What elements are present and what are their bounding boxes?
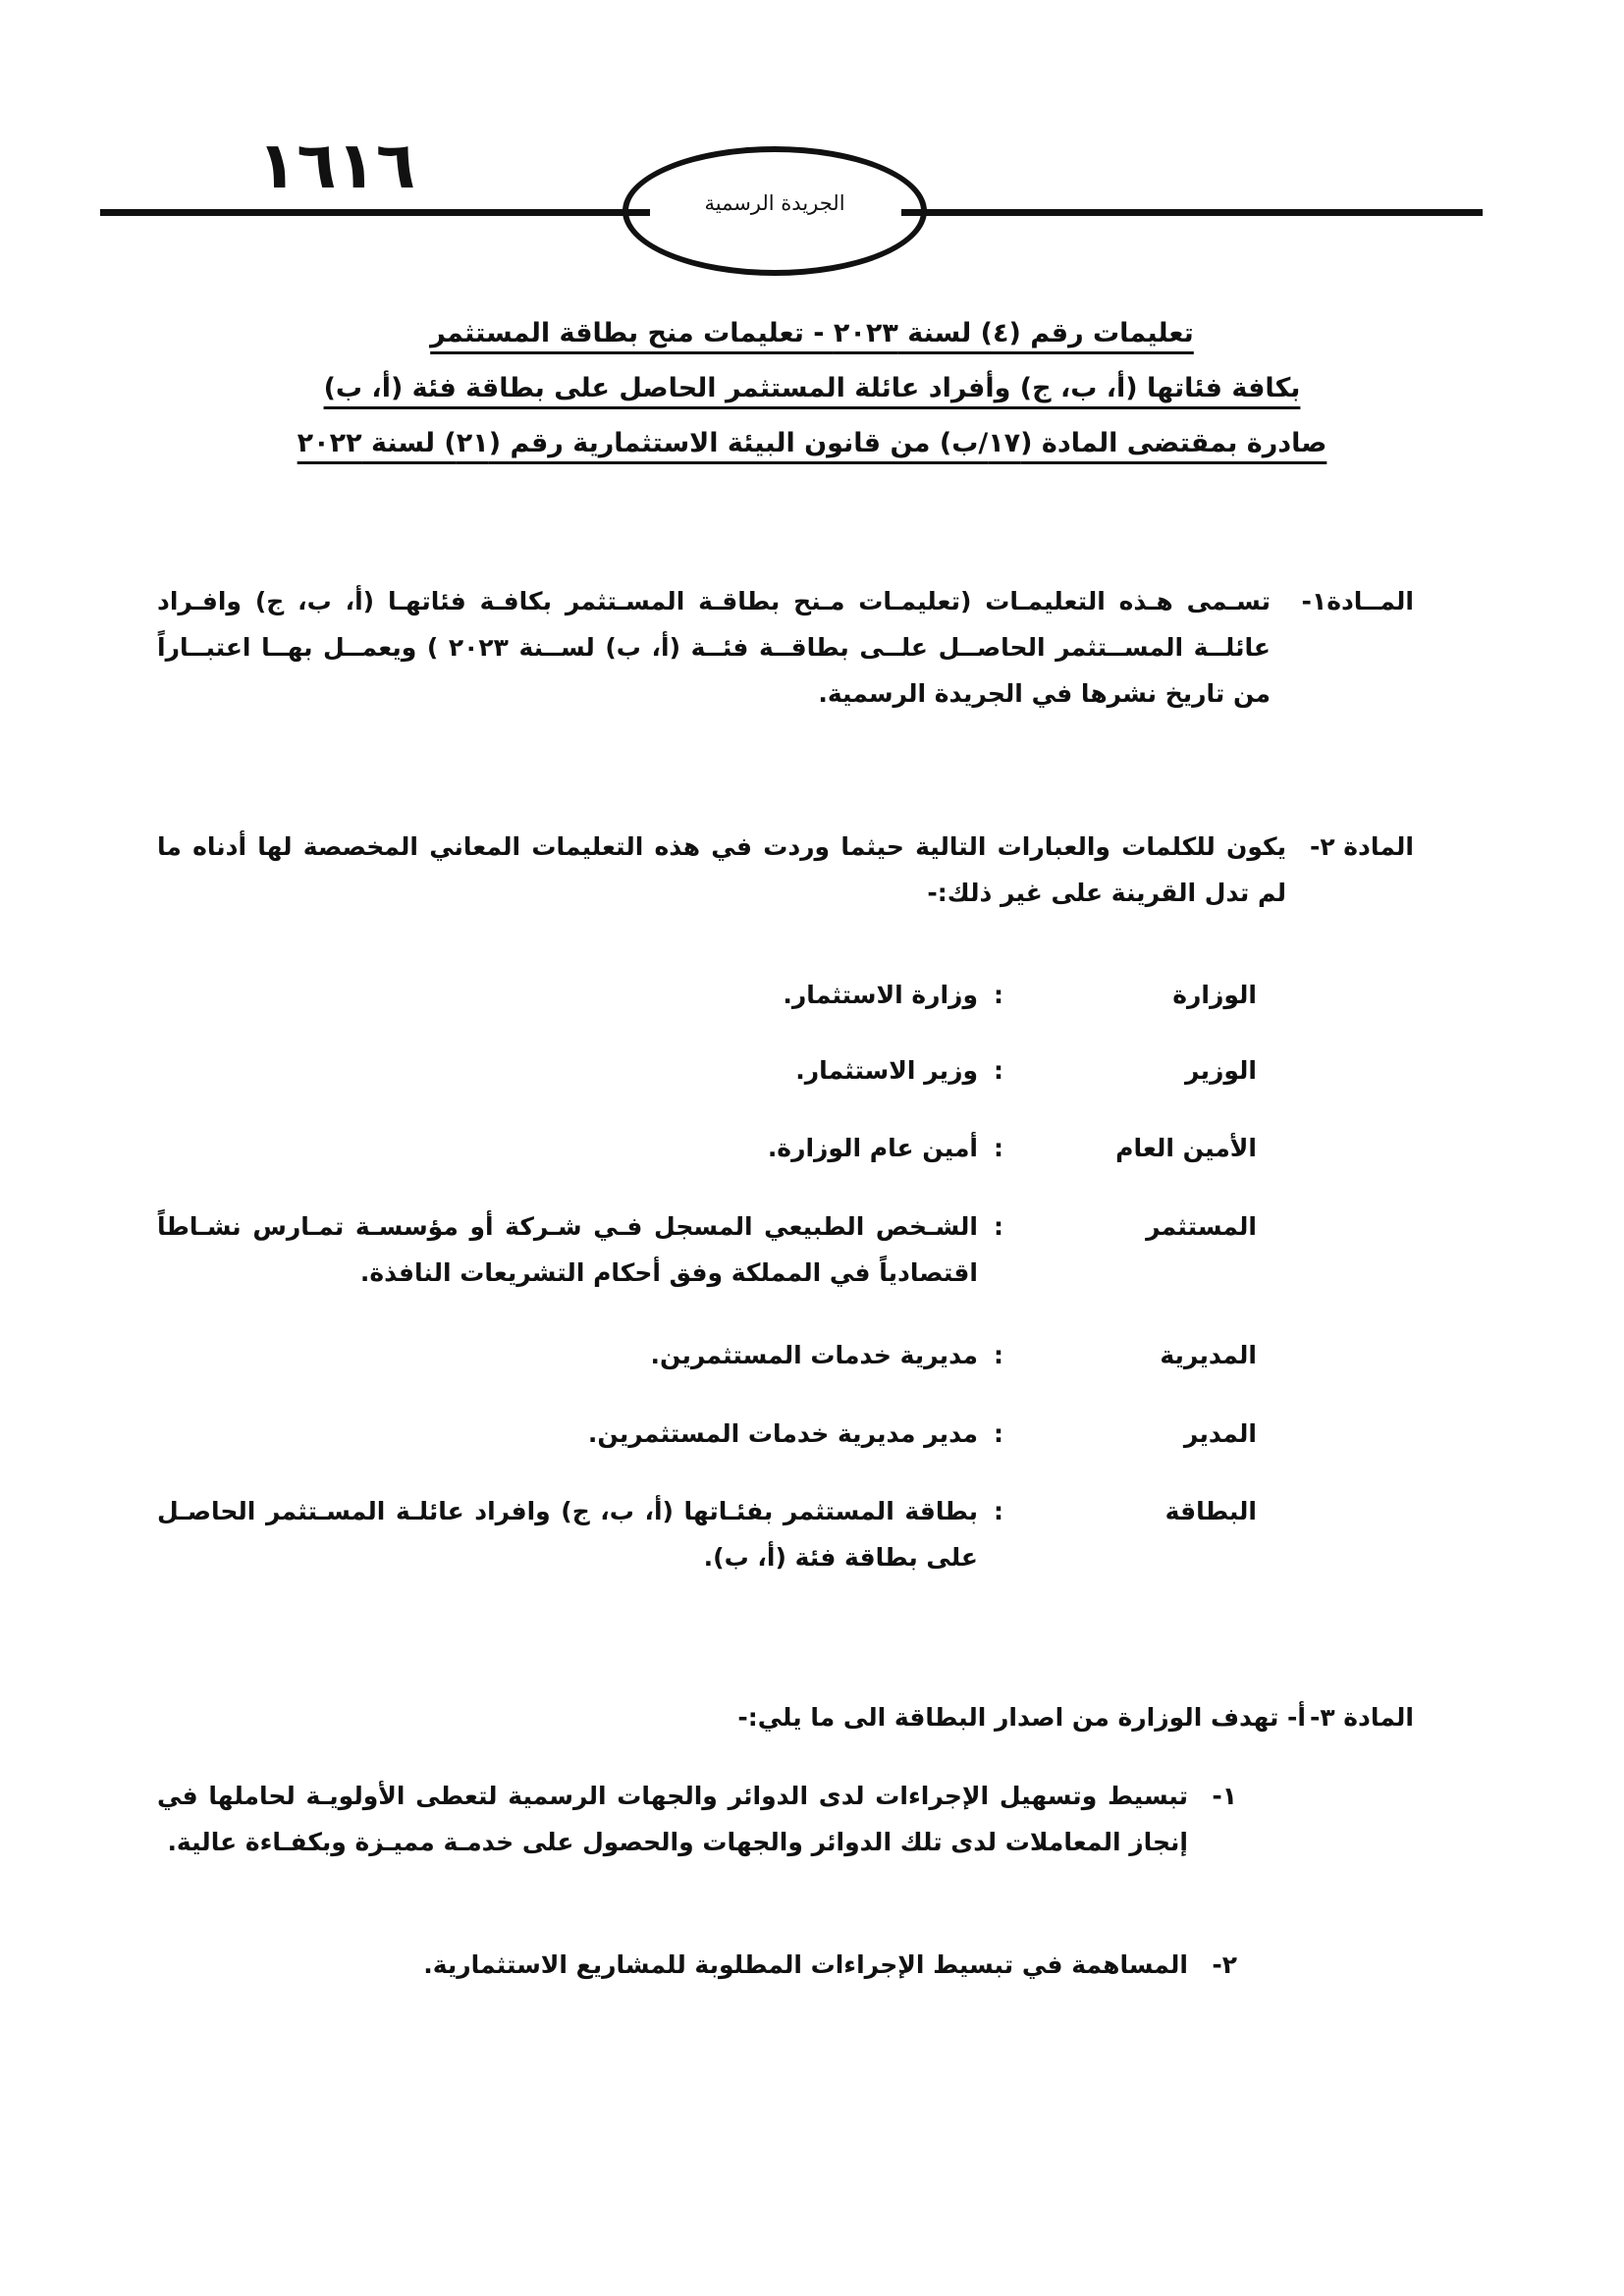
publication-oval [623, 146, 927, 276]
definition-value: الشـخص الطبيعي المسجل فـي شـركة أو مؤسسـة تمـارس نشـاطاً اقتصادياً في المملكة وفق أحكام التشريعات النافذة. [157, 1212, 978, 1287]
definition-term: المديرية [1160, 1341, 1257, 1369]
definition-value: مديرية خدمات المستثمرين. [650, 1341, 978, 1369]
document-title [245, 306, 1379, 471]
definition-colon: : [994, 1134, 1003, 1162]
title-line-3: صادرة بمقتضى المادة (١٧/ب) من قانون البيئة الاستثمارية رقم (٢١) لسنة ٢٠٢٢ [297, 428, 1327, 458]
definition-row [157, 1125, 1257, 1171]
article-2-label: المادة ٢- [1309, 832, 1414, 861]
definition-term: الوزارة [1172, 981, 1257, 1009]
definition-colon: : [994, 1497, 1003, 1525]
list-item-text: تبسيط وتسهيل الإجراءات لدى الدوائر والجهات الرسمية لتعطى الأولويـة لحاملها في إنجاز المعاملات لدى تلك الدوائر والجهات والحصول على خدمـة مميـزة وبكفـاءة عالية. [157, 1782, 1188, 1856]
header-rule-left [100, 209, 650, 216]
definition-term: المستثمر [1146, 1212, 1257, 1241]
definition-colon: : [994, 1419, 1003, 1448]
definition-term: المدير [1183, 1419, 1257, 1448]
definition-row [157, 972, 1257, 1018]
definition-value: مدير مديرية خدمات المستثمرين. [587, 1419, 978, 1448]
header-rule-right [901, 209, 1483, 216]
article-3-label: المادة ٣- [1309, 1703, 1414, 1732]
definition-term: البطاقة [1164, 1497, 1257, 1525]
list-item-number: ٢- [1212, 1950, 1237, 1979]
definition-value: وزير الاستثمار. [795, 1056, 978, 1085]
definition-colon: : [994, 1341, 1003, 1369]
definition-term: الأمين العام [1115, 1134, 1257, 1162]
definition-row [157, 1047, 1257, 1094]
page-number: ١٦١٦ [257, 128, 416, 203]
definition-value: أمين عام الوزارة. [767, 1134, 978, 1162]
definition-term: الوزير [1185, 1056, 1257, 1085]
article-1-label: المــادة١- [1301, 587, 1414, 615]
definition-value: بطاقة المستثمر بفئـاتها (أ، ب، ج) وافراد عائلـة المسـتثمر الحاصـل على بطاقة فئة (أ، ب). [157, 1497, 978, 1572]
list-item [157, 1942, 1237, 1988]
list-item-text: المساهمة في تبسيط الإجراءات المطلوبة للمشاريع الاستثمارية. [423, 1950, 1188, 1979]
title-line-1: تعليمات رقم (٤) لسنة ٢٠٢٣ - تعليمات منح بطاقة المستثمر [430, 318, 1194, 348]
definition-value: وزارة الاستثمار. [783, 981, 978, 1009]
publication-name: الجريدة الرسمية [704, 191, 845, 215]
definition-colon: : [994, 1212, 1003, 1241]
definition-row [157, 1332, 1257, 1378]
definition-row [157, 1411, 1257, 1457]
definition-row [157, 1488, 1257, 1580]
article-3-text: أ- تهدف الوزارة من اصدار البطاقة الى ما يلي:- [737, 1703, 1306, 1732]
list-item [157, 1773, 1237, 1911]
definition-row [157, 1203, 1257, 1296]
definition-colon: : [994, 1056, 1003, 1085]
list-item-number: ١- [1212, 1782, 1237, 1810]
title-line-2: بكافة فئاتها (أ، ب، ج) وأفراد عائلة المستثمر الحاصل على بطاقة فئة (أ، ب) [323, 373, 1301, 403]
definition-colon: : [994, 981, 1003, 1009]
article-2-text: يكون للكلمات والعبارات التالية حيثما وردت في هذه التعليمات المعاني المخصصة لها أدناه ما لم تدل القرينة على غير ذلك:- [157, 832, 1286, 907]
article-1-text: تسـمى هـذه التعليمـات (تعليمـات مـنح بطاقـة المسـتثمر بكافـة فئاتهـا (أ، ب، ج) وافـراد عائلــة المســتثمر الحاصــل علــى بطاقــة فئــة (أ، ب) لســنة ٢٠٢٣ ) ويعمــل بهــا اعتبــاراً من تاريخ نشرها في الجريدة الرسمية. [157, 587, 1271, 708]
